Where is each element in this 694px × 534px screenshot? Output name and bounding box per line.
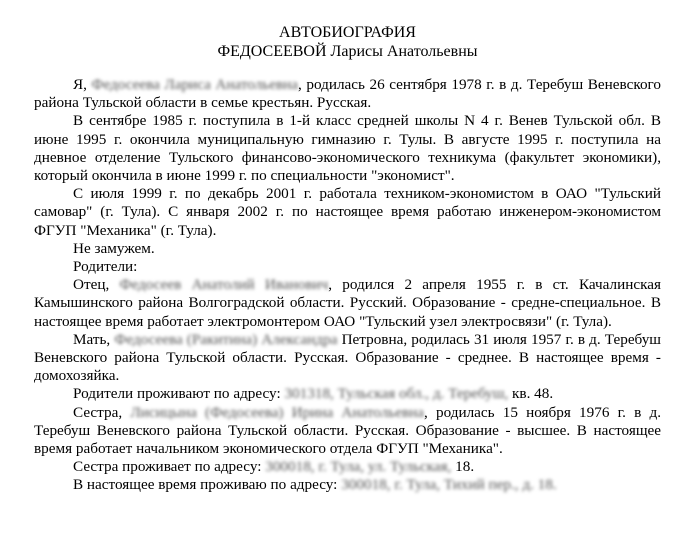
paragraph-education: В сентябре 1985 г. поступила в 1-й класс средней школы N 4 г. Венев Тульской обл. В июне 1995 г. окончила муниципальную гимназию г. Тулы. В августе 1995 г. поступила на дневное отделение Тульского финансово-экономического техникума (факультет экономики), который окончила в июне 1999 г. по специальности "экономист". — [34, 112, 661, 185]
paragraph-sister-address-post: 18. — [451, 458, 475, 476]
redacted-sister-address: 300018, г. Тула, ул. Тульская, — [265, 458, 452, 476]
redacted-father-name: Федосеев Анатолий Иванович — [119, 276, 329, 294]
paragraph-marital-status: Не замужем. — [73, 239, 155, 257]
paragraph-mother-post: Петровна, родилась 31 июля 1957 г. в д. Теребуш Веневского района Тульской области. Русская. Образование - среднее. В настоящее время - домохозяйка. — [34, 330, 661, 385]
paragraph-sister-address — [34, 458, 661, 476]
document-header — [34, 24, 661, 61]
paragraph-father-post: , родился 2 апреля 1955 г. в ст. Качалинская Камышинского района Волгоградской области. Русский. Образование - средне-специальное. В настоящее время работает электромонтером ОАО "Тульский узел электросвязи" (г. Тула). — [34, 276, 661, 330]
paragraph-parents-address — [34, 385, 661, 403]
document-title: АВТОБИОГРАФИЯ — [279, 24, 416, 41]
paragraph-birth-post: , родилась 26 сентября 1978 г. в д. Теребуш Веневского района Тульской области в семье крестьян. Русская. — [34, 76, 661, 112]
paragraph-own-address — [34, 476, 661, 494]
paragraph-sister-post: , родилась 15 ноября 1976 г. в д. Теребуш Веневского района Тульской области. Русская. Образование - высшее. В настоящее время работает начальником экономического отдела ФГУП "Механика". — [34, 403, 661, 458]
redacted-sister-name: Лисицына (Федосеева) Ирина Анатольевна — [130, 403, 424, 421]
paragraph-parents-address-pre: Родители проживают по адресу: — [73, 385, 285, 403]
paragraph-sister-pre: Сестра, — [73, 403, 131, 421]
paragraph-parents-heading: Родители: — [73, 258, 138, 276]
paragraph-mother — [34, 331, 661, 386]
document-page — [34, 24, 661, 495]
paragraph-birth — [34, 76, 661, 112]
redacted-own-address: 300018, г. Тула, Тихий пер., д. 18. — [341, 476, 557, 494]
redacted-own-name: Федосеева Лариса Анатольевна — [91, 76, 298, 93]
redacted-parents-address: 301318, Тульская обл., д. Теребуш, — [284, 385, 509, 403]
paragraph-own-address-pre: В настоящее время проживаю по адресу: — [73, 476, 342, 494]
paragraph-work: С июля 1999 г. по декабрь 2001 г. работала техником-экономистом в ОАО "Тульский самовар" (г. Тула). С января 2002 г. по настоящее время работаю инженером-экономистом ФГУП "Механика" (г. Тула). — [34, 185, 661, 239]
paragraph-father-pre: Отец, — [73, 276, 120, 294]
document-subtitle: ФЕДОСЕЕВОЙ Ларисы Анатольевны — [217, 42, 478, 60]
paragraph-mother-pre: Мать, — [73, 330, 115, 348]
paragraph-father — [34, 276, 661, 331]
paragraph-parents-address-post: кв. 48. — [508, 385, 554, 403]
paragraph-sister — [34, 404, 661, 459]
redacted-mother-name: Федосеева (Ракитина) Александра — [114, 330, 338, 348]
paragraph-sister-address-pre: Сестра проживает по адресу: — [73, 458, 266, 476]
paragraph-birth-pre: Я, — [73, 76, 92, 93]
